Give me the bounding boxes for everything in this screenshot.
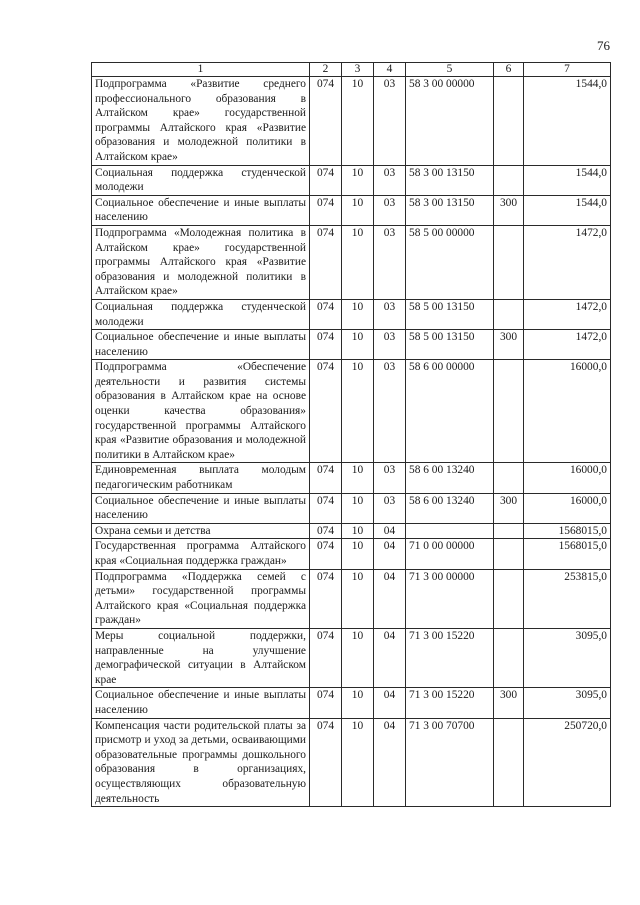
subsection-code: 04: [374, 569, 406, 628]
row-name: Социальное обеспечение и иные выплаты населению: [92, 493, 310, 523]
col-header-7: 7: [524, 63, 611, 77]
table-row: [92, 360, 611, 463]
table-row: [92, 493, 611, 523]
section-code: 10: [342, 718, 374, 807]
amount: 16000,0: [524, 360, 611, 463]
table-row: [92, 165, 611, 195]
subsection-code: 03: [374, 165, 406, 195]
row-name: Охрана семьи и детства: [92, 523, 310, 539]
ministry-code: 074: [310, 299, 342, 329]
row-name: Социальное обеспечение и иные выплаты населению: [92, 688, 310, 718]
subsection-code: 03: [374, 195, 406, 225]
row-name: Подпрограмма «Молодежная политика в Алтайском крае» государственной программы Алтайского края «Развитие образования и молодежной политики в Алтайском крае»: [92, 225, 310, 299]
header-row: [92, 63, 611, 77]
section-code: 10: [342, 299, 374, 329]
col-header-4: 4: [374, 63, 406, 77]
row-name: Социальная поддержка студенческой молодежи: [92, 299, 310, 329]
row-name: Подпрограмма «Поддержка семей с детьми» государственной программы Алтайского края «Социальная поддержка граждан»: [92, 569, 310, 628]
table-row: [92, 539, 611, 569]
subsection-code: 03: [374, 77, 406, 166]
table-row: [92, 718, 611, 807]
expense-type-code: 300: [494, 493, 524, 523]
target-item-code: 58 3 00 13150: [406, 165, 494, 195]
table-row: [92, 569, 611, 628]
col-header-2: 2: [310, 63, 342, 77]
expense-type-code: [494, 628, 524, 687]
expense-type-code: [494, 539, 524, 569]
amount: 250720,0: [524, 718, 611, 807]
section-code: 10: [342, 195, 374, 225]
section-code: 10: [342, 330, 374, 360]
page-number: 76: [597, 38, 610, 53]
table-row: [92, 628, 611, 687]
section-code: 10: [342, 628, 374, 687]
expense-type-code: [494, 225, 524, 299]
table-row: [92, 195, 611, 225]
expense-type-code: [494, 463, 524, 493]
amount: 16000,0: [524, 463, 611, 493]
amount: 1544,0: [524, 195, 611, 225]
ministry-code: 074: [310, 569, 342, 628]
section-code: 10: [342, 77, 374, 166]
target-item-code: 71 0 00 00000: [406, 539, 494, 569]
row-name: Социальное обеспечение и иные выплаты населению: [92, 330, 310, 360]
section-code: 10: [342, 523, 374, 539]
target-item-code: 58 3 00 13150: [406, 195, 494, 225]
target-item-code: 71 3 00 70700: [406, 718, 494, 807]
ministry-code: 074: [310, 718, 342, 807]
table-row: [92, 523, 611, 539]
row-name: Единовременная выплата молодым педагогическим работникам: [92, 463, 310, 493]
target-item-code: 58 6 00 13240: [406, 493, 494, 523]
section-code: 10: [342, 360, 374, 463]
expense-type-code: [494, 77, 524, 166]
expense-type-code: 300: [494, 330, 524, 360]
ministry-code: 074: [310, 493, 342, 523]
ministry-code: 074: [310, 463, 342, 493]
amount: 1568015,0: [524, 539, 611, 569]
target-item-code: 71 3 00 15220: [406, 628, 494, 687]
section-code: 10: [342, 539, 374, 569]
amount: 3095,0: [524, 688, 611, 718]
expense-type-code: [494, 718, 524, 807]
col-header-3: 3: [342, 63, 374, 77]
row-name: Подпрограмма «Обеспечение деятельности и развития системы образования в Алтайском крае на основе оценки качества образования» государственной программы Алтайского края «Развитие образования и молодежной политики в Алтайском крае»: [92, 360, 310, 463]
subsection-code: 03: [374, 463, 406, 493]
target-item-code: 58 5 00 13150: [406, 330, 494, 360]
row-name: Государственная программа Алтайского края «Социальная поддержка граждан»: [92, 539, 310, 569]
table-row: [92, 330, 611, 360]
col-header-6: 6: [494, 63, 524, 77]
subsection-code: 04: [374, 718, 406, 807]
row-name: Социальная поддержка студенческой молодежи: [92, 165, 310, 195]
budget-table: [91, 62, 611, 807]
ministry-code: 074: [310, 539, 342, 569]
table-row: [92, 225, 611, 299]
ministry-code: 074: [310, 360, 342, 463]
ministry-code: 074: [310, 523, 342, 539]
subsection-code: 04: [374, 688, 406, 718]
ministry-code: 074: [310, 330, 342, 360]
target-item-code: 71 3 00 15220: [406, 688, 494, 718]
target-item-code: 58 6 00 00000: [406, 360, 494, 463]
amount: 1544,0: [524, 77, 611, 166]
subsection-code: 04: [374, 539, 406, 569]
ministry-code: 074: [310, 225, 342, 299]
subsection-code: 03: [374, 225, 406, 299]
expense-type-code: [494, 299, 524, 329]
section-code: 10: [342, 688, 374, 718]
subsection-code: 03: [374, 493, 406, 523]
subsection-code: 03: [374, 299, 406, 329]
expense-type-code: 300: [494, 688, 524, 718]
subsection-code: 03: [374, 360, 406, 463]
expense-type-code: [494, 165, 524, 195]
expense-type-code: [494, 360, 524, 463]
ministry-code: 074: [310, 77, 342, 166]
section-code: 10: [342, 225, 374, 299]
row-name: Меры социальной поддержки, направленные на улучшение демографической ситуации в Алтайском крае: [92, 628, 310, 687]
ministry-code: 074: [310, 688, 342, 718]
row-name: Подпрограмма «Развитие среднего профессионального образования в Алтайском крае» государственной программы Алтайского края «Развитие образования и молодежной политики в Алтайском крае»: [92, 77, 310, 166]
section-code: 10: [342, 463, 374, 493]
col-header-1: 1: [92, 63, 310, 77]
amount: 1568015,0: [524, 523, 611, 539]
table-row: [92, 463, 611, 493]
col-header-5: 5: [406, 63, 494, 77]
table-row: [92, 299, 611, 329]
table-row: [92, 77, 611, 166]
target-item-code: 58 5 00 00000: [406, 225, 494, 299]
subsection-code: 04: [374, 523, 406, 539]
row-name: Социальное обеспечение и иные выплаты населению: [92, 195, 310, 225]
target-item-code: 58 6 00 13240: [406, 463, 494, 493]
section-code: 10: [342, 165, 374, 195]
amount: 1472,0: [524, 299, 611, 329]
amount: 1472,0: [524, 330, 611, 360]
section-code: 10: [342, 569, 374, 628]
amount: 16000,0: [524, 493, 611, 523]
table-row: [92, 688, 611, 718]
ministry-code: 074: [310, 628, 342, 687]
expense-type-code: 300: [494, 195, 524, 225]
row-name: Компенсация части родительской платы за присмотр и уход за детьми, осваивающими образовательные программы дошкольного образования в организациях, осуществляющих образовательную деятельность: [92, 718, 310, 807]
subsection-code: 03: [374, 330, 406, 360]
expense-type-code: [494, 523, 524, 539]
target-item-code: [406, 523, 494, 539]
amount: 1544,0: [524, 165, 611, 195]
target-item-code: 58 5 00 13150: [406, 299, 494, 329]
ministry-code: 074: [310, 165, 342, 195]
amount: 253815,0: [524, 569, 611, 628]
subsection-code: 04: [374, 628, 406, 687]
expense-type-code: [494, 569, 524, 628]
ministry-code: 074: [310, 195, 342, 225]
target-item-code: 58 3 00 00000: [406, 77, 494, 166]
amount: 1472,0: [524, 225, 611, 299]
amount: 3095,0: [524, 628, 611, 687]
section-code: 10: [342, 493, 374, 523]
target-item-code: 71 3 00 00000: [406, 569, 494, 628]
